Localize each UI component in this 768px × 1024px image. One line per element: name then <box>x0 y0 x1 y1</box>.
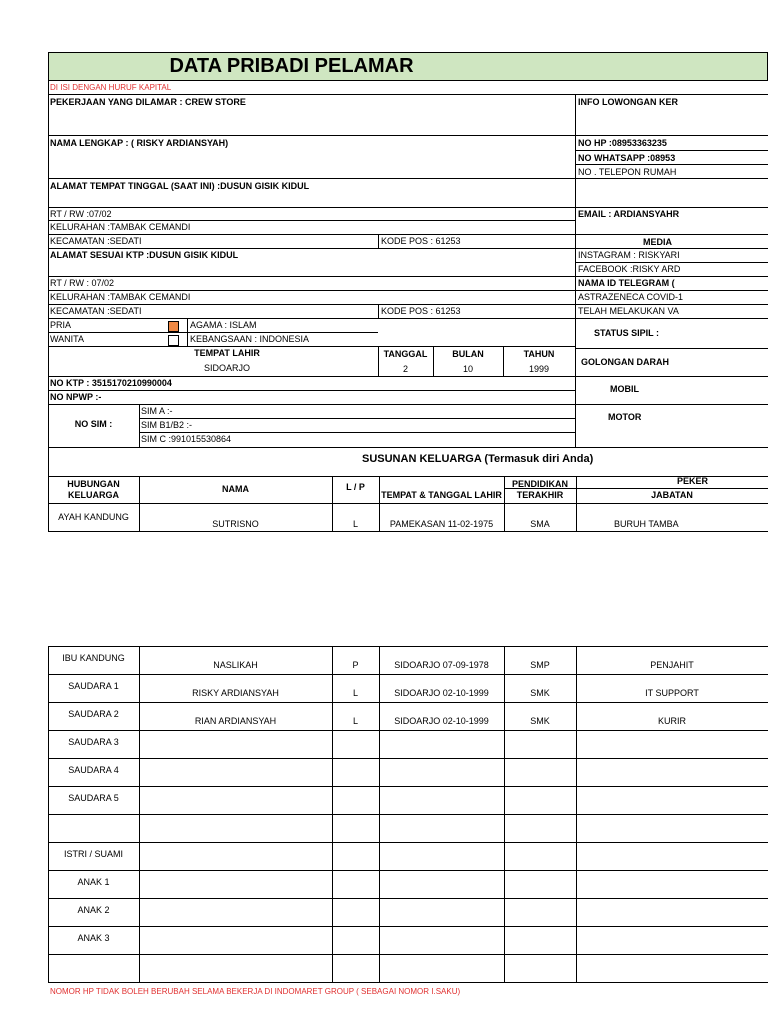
family-row-2-gender: L <box>352 688 358 698</box>
sim-label: NO SIM : <box>74 419 113 429</box>
family-row-11-relationship: ANAK 3 <box>77 933 110 943</box>
header-birth: TEMPAT & TANGGAL LAHIR <box>381 490 502 500</box>
title-bar <box>48 52 768 81</box>
page-title: DATA PRIBADI PELAMAR <box>169 55 414 77</box>
family-row-3-birth: SIDOARJO 02-10-1999 <box>394 716 489 726</box>
job-info-source: INFO LOWONGAN KER <box>578 97 678 107</box>
vaccine-status: TELAH MELAKUKAN VA <box>578 306 679 316</box>
family-row-1-education: SMP <box>530 660 550 670</box>
family-row-5-relationship: SAUDARA 4 <box>68 765 119 775</box>
ktp-number: NO KTP : 3515170210990004 <box>50 378 172 388</box>
family-row-2-name: RISKY ARDIANSYAH <box>192 688 279 698</box>
kecamatan-current: KECAMATAN :SEDATI <box>50 236 142 246</box>
father-education: SMA <box>530 519 550 529</box>
blood-type-label: GOLONGAN DARAH <box>581 357 669 367</box>
header-name: NAMA <box>222 484 249 494</box>
social-media-heading: MEDIA <box>643 237 672 247</box>
birth-year-value: 1999 <box>528 364 550 374</box>
home-phone: NO . TELEPON RUMAH <box>578 167 677 177</box>
birthplace-value: SIDOARJO <box>203 363 250 373</box>
kelurahan-ktp: KELURAHAN :TAMBAK CEMANDI <box>50 292 191 302</box>
family-row-2-birth: SIDOARJO 02-10-1999 <box>394 688 489 698</box>
family-row-8-relationship: ISTRI / SUAMI <box>63 849 123 859</box>
marital-status-label: STATUS SIPIL : <box>594 328 660 338</box>
note-phone-policy: NOMOR HP TIDAK BOLEH BERUBAH SELAMA BEKERJA DI INDOMARET GROUP ( SEBAGAI NOMOR I.SAKU) <box>50 987 461 996</box>
telegram-id: NAMA ID TELEGRAM ( <box>578 278 675 288</box>
header-gender: L / P <box>346 482 365 492</box>
full-name: NAMA LENGKAP : ( RISKY ARDIANSYAH) <box>50 138 229 148</box>
header-relationship-2: KELUARGA <box>68 490 119 500</box>
birth-day-value: 2 <box>402 364 408 374</box>
vaccine-type: ASTRAZENECA COVID-1 <box>578 292 684 302</box>
kelurahan-current: KELURAHAN :TAMBAK CEMANDI <box>50 222 191 232</box>
email: EMAIL : ARDIANSYAHR <box>578 209 680 219</box>
family-row-3-gender: L <box>352 716 358 726</box>
family-row-10-relationship: ANAK 2 <box>77 905 110 915</box>
family-row-3-occupation: KURIR <box>657 716 686 726</box>
header-education-2: TERAKHIR <box>516 490 564 500</box>
birth-month-label: BULAN <box>452 349 484 359</box>
father-name: SUTRISNO <box>212 519 259 529</box>
birth-day-label: TANGGAL <box>383 349 428 359</box>
family-heading: SUSUNAN KELUARGA (Termasuk diri Anda) <box>362 453 594 465</box>
postal-code-current: KODE POS : 61253 <box>381 236 461 246</box>
whatsapp-number: NO WHATSAPP :08953 <box>578 153 676 163</box>
family-row-1-relationship: IBU KANDUNG <box>62 653 125 663</box>
family-row-1-occupation: PENJAHIT <box>650 660 694 670</box>
facebook: FACEBOOK :RISKY ARD <box>578 264 681 274</box>
header-position: JABATAN <box>651 490 693 500</box>
header-relationship-1: HUBUNGAN <box>67 479 120 489</box>
kecamatan-ktp: KECAMATAN :SEDATI <box>50 306 142 316</box>
family-row-2-relationship: SAUDARA 1 <box>68 681 119 691</box>
car-label: MOBIL <box>610 384 639 394</box>
family-row-2-education: SMK <box>530 688 550 698</box>
family-row-9-relationship: ANAK 1 <box>77 877 110 887</box>
father-relationship: AYAH KANDUNG <box>58 512 129 522</box>
header-occupation: PEKER <box>677 476 709 486</box>
family-row-1-gender: P <box>352 660 359 670</box>
job-applied: PEKERJAAN YANG DILAMAR : CREW STORE <box>50 97 246 107</box>
family-row-4-relationship: SAUDARA 3 <box>68 737 119 747</box>
postal-code-ktp: KODE POS : 61253 <box>381 306 461 316</box>
family-row-3-relationship: SAUDARA 2 <box>68 709 119 719</box>
family-row-3-name: RIAN ARDIANSYAH <box>194 716 277 726</box>
family-row-2-occupation: IT SUPPORT <box>645 688 699 698</box>
family-row-1-name: NASLIKAH <box>213 660 258 670</box>
motorcycle-label: MOTOR <box>608 412 642 422</box>
npwp-number: NO NPWP :- <box>50 392 102 402</box>
family-row-1-birth: SIDOARJO 07-09-1978 <box>394 660 489 670</box>
gender-male-checkbox[interactable] <box>168 321 179 332</box>
nationality: KEBANGSAAN : INDONESIA <box>190 334 310 344</box>
father-occupation: BURUH TAMBA <box>614 519 679 529</box>
phone-number: NO HP :08953363235 <box>578 138 667 148</box>
address-ktp: ALAMAT SESUAI KTP :DUSUN GISIK KIDUL <box>50 250 239 260</box>
sim-a: SIM A :- <box>141 406 173 416</box>
father-birth: PAMEKASAN 11-02-1975 <box>389 519 494 529</box>
rt-rw-current: RT / RW :07/02 <box>50 209 112 219</box>
instagram: INSTAGRAM : RISKYARI <box>578 250 680 260</box>
note-capital: DI ISI DENGAN HURUF KAPITAL <box>50 83 172 92</box>
address-current: ALAMAT TEMPAT TINGGAL (SAAT INI) :DUSUN GISIK KIDUL <box>50 181 310 191</box>
family-row-6-relationship: SAUDARA 5 <box>68 793 119 803</box>
gender-female-label: WANITA <box>50 334 84 344</box>
sim-b: SIM B1/B2 :- <box>141 420 193 430</box>
birth-month-value: 10 <box>462 364 473 374</box>
birth-year-label: TAHUN <box>523 349 555 359</box>
father-gender: L <box>352 519 358 529</box>
birthplace-label: TEMPAT LAHIR <box>194 348 260 358</box>
gender-male-label: PRIA <box>50 320 72 330</box>
rt-rw-ktp: RT / RW : 07/02 <box>50 278 115 288</box>
gender-female-checkbox[interactable] <box>168 335 179 346</box>
sim-c: SIM C :991015530864 <box>141 434 232 444</box>
family-row-3-education: SMK <box>530 716 550 726</box>
header-education-1: PENDIDIKAN <box>511 479 568 489</box>
religion: AGAMA : ISLAM <box>190 320 257 330</box>
